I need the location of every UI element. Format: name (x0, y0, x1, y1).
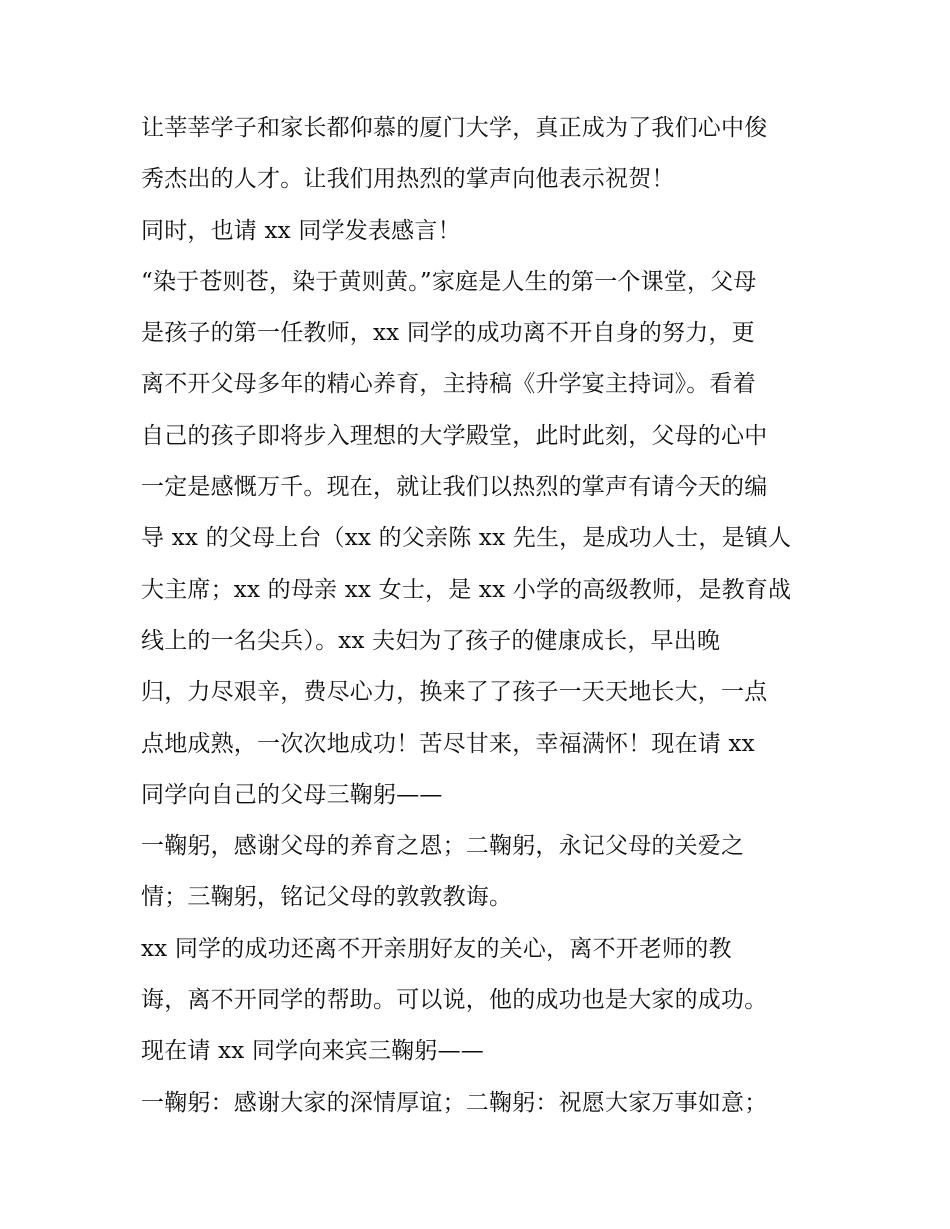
text-line: 一定是感慨万千。现在，就让我们以热烈的掌声有请今天的编 (141, 474, 768, 501)
text-line: 同学向自己的父母三鞠躬—— (141, 781, 443, 808)
text-line: 秀杰出的人才。让我们用热烈的掌声向他表示祝贺！ (141, 166, 675, 193)
text-line: xx 同学的成功还离不开亲朋好友的关心，离不开老师的教 (141, 935, 732, 962)
text-line: 诲，离不开同学的帮助。可以说，他的成功也是大家的成功。 (141, 987, 768, 1014)
text-line: 自己的孩子即将步入理想的大学殿堂，此时此刻，父母的心中 (141, 422, 768, 449)
text-line: 情；三鞠躬，铭记父母的敦敦教诲。 (141, 884, 513, 911)
text-line: 导 xx 的父母上台（xx 的父亲陈 xx 先生，是成功人士，是镇人 (141, 525, 792, 552)
text-line: 同时，也请 xx 同学发表感言！ (141, 217, 461, 244)
text-line: 线上的一名尖兵）。xx 夫妇为了孩子的健康成长，早出晚 (141, 627, 721, 654)
text-line: 归，力尽艰辛，费尽心力，换来了了孩子一天天地长大，一点 (141, 679, 768, 706)
text-line: “染于苍则苍，染于黄则黄。”家庭是人生的第一个课堂，父母 (141, 268, 757, 295)
text-line: 大主席；xx 的母亲 xx 女士，是 xx 小学的高级教师，是教育战 (141, 576, 792, 603)
text-line: 一鞠躬，感谢父母的养育之恩；二鞠躬，永记父母的关爱之 (141, 833, 745, 860)
text-line: 离不开父母多年的精心养育，主持稿《升学宴主持词》。看着 (141, 371, 756, 398)
text-line: 一鞠躬：感谢大家的深情厚谊；二鞠躬：祝愿大家万事如意； (141, 1089, 768, 1116)
text-line: 是孩子的第一任教师，xx 同学的成功离不开自身的努力，更 (141, 320, 755, 347)
text-line: 点地成熟，一次次地成功！苦尽甘来，幸福满怀！现在请 xx (141, 730, 755, 757)
text-line: 现在请 xx 同学向来宾三鞠躬—— (141, 1038, 484, 1065)
body-text (141, 103, 831, 1129)
text-line: 让莘莘学子和家长都仰慕的厦门大学，真正成为了我们心中俊 (141, 115, 768, 141)
